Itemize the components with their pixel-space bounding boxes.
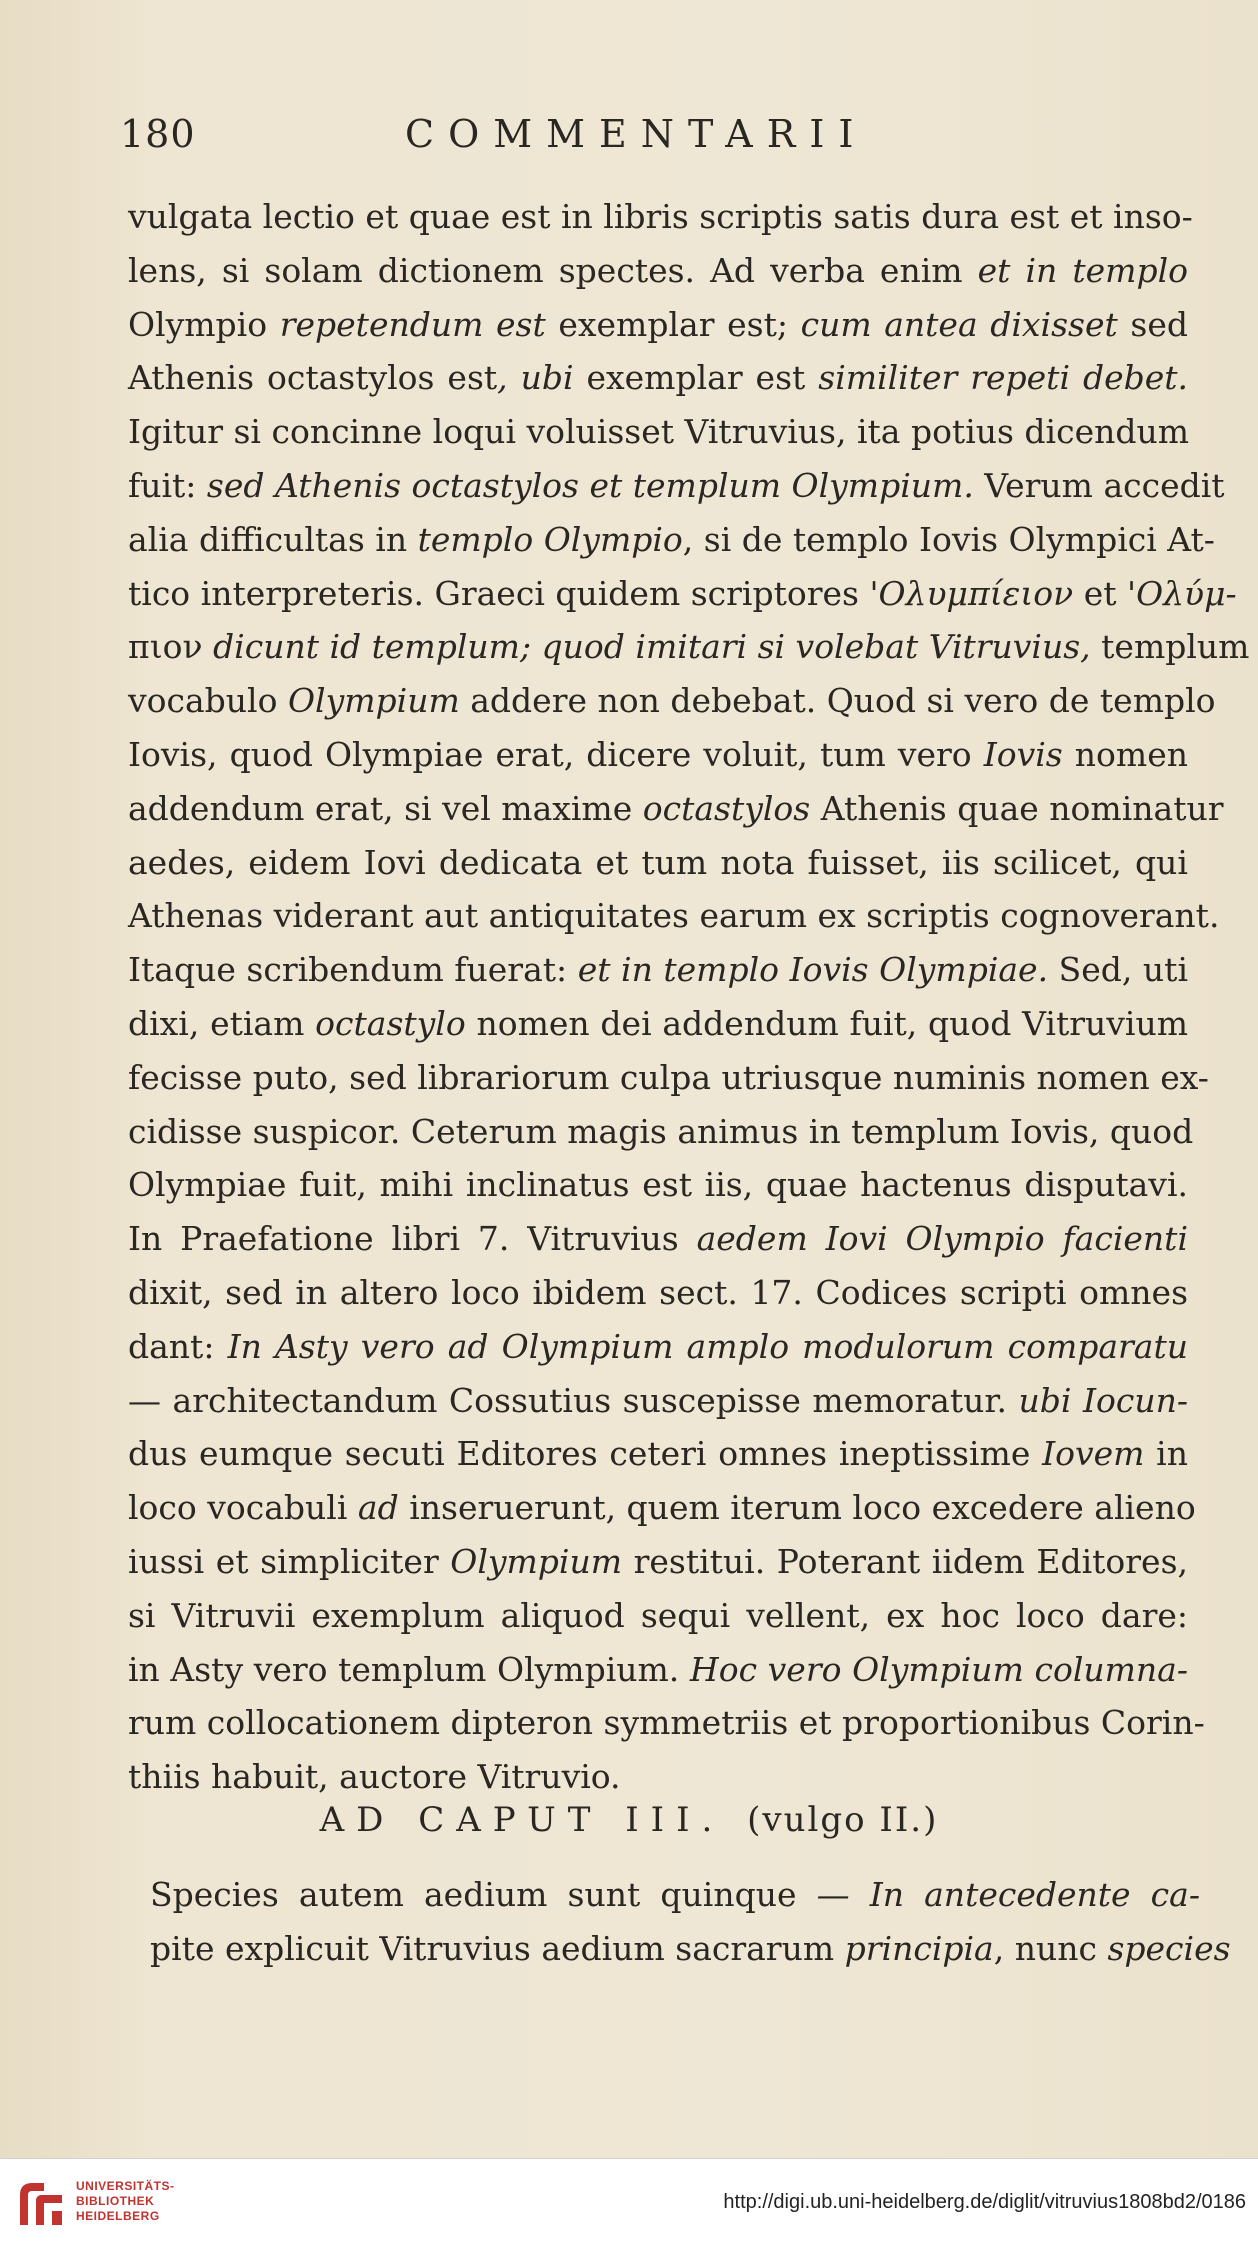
- library-name-line: BIBLIOTHEK: [76, 2194, 155, 2208]
- text-segment: addere non debebat. Quod si vero de templo: [459, 681, 1216, 721]
- text-segment: in Asty vero templum Olympium.: [128, 1649, 680, 1689]
- text-line: [128, 943, 1188, 997]
- section-heading-note: (vulgo II.): [747, 1800, 939, 1840]
- text-line: [128, 567, 1237, 621]
- italic-segment: ubi Iocun-: [1006, 1380, 1188, 1420]
- italic-segment: octastylo: [315, 1003, 466, 1043]
- section-heading-title: AD CAPUT III.: [319, 1800, 725, 1840]
- text-segment: pite explicuit Vitruvius aedium sacrarum: [150, 1928, 845, 1968]
- italic-segment: Iovem: [1042, 1434, 1145, 1474]
- text-line: [128, 351, 1188, 405]
- italic-segment: species: [1107, 1928, 1231, 1968]
- text-line: [128, 1374, 1188, 1428]
- text-line: [128, 1696, 1205, 1750]
- italic-segment: 'Ολυμπίειον: [869, 573, 1074, 613]
- text-line: [128, 513, 1215, 567]
- viewer-footer: [0, 2158, 1258, 2249]
- italic-segment: repetendum est: [267, 304, 559, 344]
- text-line: [128, 1320, 1188, 1374]
- text-segment: vocabulo: [128, 681, 288, 721]
- text-line: [128, 1535, 1188, 1589]
- text-line: [128, 889, 1220, 943]
- text-segment: sed: [1130, 304, 1188, 344]
- text-line: [128, 405, 1188, 459]
- italic-segment: et in templo: [977, 250, 1188, 290]
- text-line: [150, 1922, 1231, 1976]
- text-segment: dus eumque secuti Editores ceteri omnes ineptissime: [128, 1434, 1043, 1474]
- library-name: [76, 2179, 175, 2224]
- italic-segment: principia: [844, 1928, 994, 1968]
- italic-segment: In Asty vero ad Olympium amplo modulorum comparatu: [227, 1326, 1188, 1366]
- text-segment: vulgata lectio et quae est in libris scriptis satis dura est et inso-: [128, 197, 1193, 236]
- library-name-line: UNIVERSITÄTS-: [76, 2179, 175, 2193]
- text-segment: Athenas viderant aut antiquitates earum ex scriptis cognoverant.: [128, 896, 1220, 936]
- text-segment: in: [1144, 1434, 1188, 1474]
- text-line: [128, 1750, 1188, 1804]
- text-line: [128, 782, 1224, 836]
- text-segment: In Praefatione libri 7. Vitruvius: [128, 1219, 697, 1259]
- section-text: [150, 1868, 1231, 1976]
- text-line: [128, 1481, 1196, 1535]
- italic-segment: cum antea dixisset: [787, 304, 1131, 344]
- text-segment: cidisse suspicor. Ceterum magis animus in templum Iovis, quod: [128, 1111, 1194, 1151]
- commentary-text: [128, 190, 1250, 1804]
- text-segment: nomen dei addendum fuit, quod Vitruvium: [465, 1003, 1188, 1043]
- text-segment: aedes, eidem Iovi dedicata et tum nota fuisset, iis scilicet, qui: [128, 842, 1188, 882]
- text-segment: loco vocabuli: [128, 1488, 358, 1528]
- text-segment: — architectandum Cossutius suscepisse memoratur.: [128, 1380, 1007, 1420]
- text-segment: Olympiae fuit, mihi inclinatus est iis, quae hactenus disputavi.: [128, 1165, 1188, 1205]
- text-segment: dant:: [128, 1326, 228, 1366]
- running-title: COMMENTARII: [405, 112, 868, 156]
- text-line: [128, 1105, 1194, 1159]
- text-segment: Sed, uti: [1048, 950, 1188, 990]
- italic-segment: templo Olympio: [417, 519, 683, 559]
- italic-segment: sed Athenis octastylos et templum Olympium.: [206, 465, 974, 505]
- text-segment: thiis habuit, auctore Vitruvio.: [128, 1757, 621, 1797]
- text-segment: Itaque scribendum fuerat:: [128, 950, 578, 990]
- text-segment: et: [1073, 573, 1127, 613]
- text-segment: restitui. Poterant iidem Editores,: [622, 1541, 1188, 1581]
- italic-segment: Hoc vero Olympium columna-: [679, 1649, 1188, 1689]
- text-segment: rum collocationem dipteron symmetriis et proportionibus Corin-: [128, 1703, 1205, 1743]
- text-segment: dixi, etiam: [128, 1003, 316, 1043]
- text-segment: exemplar est: [586, 358, 806, 398]
- italic-segment: Olympium: [287, 681, 460, 721]
- text-segment: templum: [1101, 627, 1250, 667]
- text-segment: exemplar est;: [558, 304, 788, 344]
- text-segment: nomen: [1062, 734, 1188, 774]
- text-segment: iussi et simpliciter: [128, 1541, 451, 1581]
- italic-segment: Iovis: [983, 734, 1063, 774]
- text-line: [150, 1868, 1200, 1922]
- text-segment: Athenis octastylos est: [128, 358, 498, 398]
- text-line: [128, 997, 1188, 1051]
- italic-segment: octastylos: [642, 788, 811, 828]
- text-segment: Athenis quae nominatur: [810, 788, 1224, 828]
- italic-segment: et in templo Iovis Olympiae.: [577, 950, 1049, 990]
- text-line: [128, 459, 1225, 513]
- text-line: [128, 1266, 1188, 1320]
- italic-segment: 'Ολύμ-: [1127, 573, 1237, 613]
- italic-segment: Olympium: [450, 1541, 623, 1581]
- page-header: [120, 112, 1160, 162]
- text-line: [128, 1589, 1188, 1643]
- university-library-logo-icon: [14, 2177, 68, 2231]
- italic-segment: — In antecedente ca-: [796, 1875, 1200, 1914]
- text-line: [128, 190, 1193, 244]
- text-segment: Olympio: [128, 304, 268, 344]
- italic-segment: , ubi: [497, 358, 587, 398]
- italic-segment: aedem Iovi Olympio facienti: [696, 1219, 1188, 1259]
- italic-segment: ad: [357, 1488, 399, 1528]
- text-segment: dixit, sed in altero loco ibidem sect. 17. Codices scripti omnes: [128, 1272, 1188, 1312]
- permalink-url[interactable]: http://digi.ub.uni-heidelberg.de/diglit/vitruvius1808bd2/0186: [723, 2191, 1246, 2213]
- text-line: [128, 244, 1188, 298]
- text-segment: lens, si solam dictionem spectes. Ad verba enim: [128, 250, 978, 290]
- text-segment: fuit:: [128, 465, 207, 505]
- text-line: [128, 1212, 1188, 1266]
- text-line: [128, 674, 1216, 728]
- text-line: [128, 1158, 1188, 1212]
- text-line: [128, 1427, 1188, 1481]
- library-name-line: HEIDELBERG: [76, 2209, 160, 2223]
- text-segment: Verum accedit: [973, 465, 1225, 505]
- italic-segment: dicunt id templum; quod imitari si volebat Vitruvius,: [202, 627, 1102, 667]
- text-line: [128, 1643, 1188, 1697]
- italic-segment: similiter repeti debet.: [805, 358, 1189, 398]
- text-segment: tico interpreteris. Graeci quidem scriptores: [128, 573, 870, 613]
- text-segment: Igitur si concinne loqui voluisset Vitruvius, ita potius dicendum: [128, 412, 1190, 452]
- text-segment: addendum erat, si vel maxime: [128, 788, 643, 828]
- text-segment: alia difficultas in: [128, 519, 418, 559]
- text-line: [128, 1051, 1209, 1105]
- text-segment: Iovis, quod Olympiae erat, dicere voluit, tum vero: [128, 734, 984, 774]
- text-line: [128, 836, 1188, 890]
- text-line: [128, 728, 1188, 782]
- text-segment: fecisse puto, sed librariorum culpa utriusque numinis nomen ex-: [128, 1057, 1209, 1097]
- text-segment: inseruerunt, quem iterum loco excedere alieno: [398, 1488, 1196, 1528]
- text-segment: si Vitruvii exemplum aliquod sequi vellent, ex hoc loco dare:: [128, 1595, 1188, 1635]
- page-number: 180: [120, 112, 196, 156]
- text-line: [128, 298, 1188, 352]
- text-segment: , nunc: [993, 1928, 1108, 1968]
- text-line: [128, 620, 1250, 674]
- text-segment: Species autem aedium sunt quinque: [150, 1875, 797, 1914]
- text-segment: πιον: [128, 627, 203, 667]
- section-heading: [0, 1800, 1258, 1840]
- text-segment: , si de templo Iovis Olympici At-: [682, 519, 1215, 559]
